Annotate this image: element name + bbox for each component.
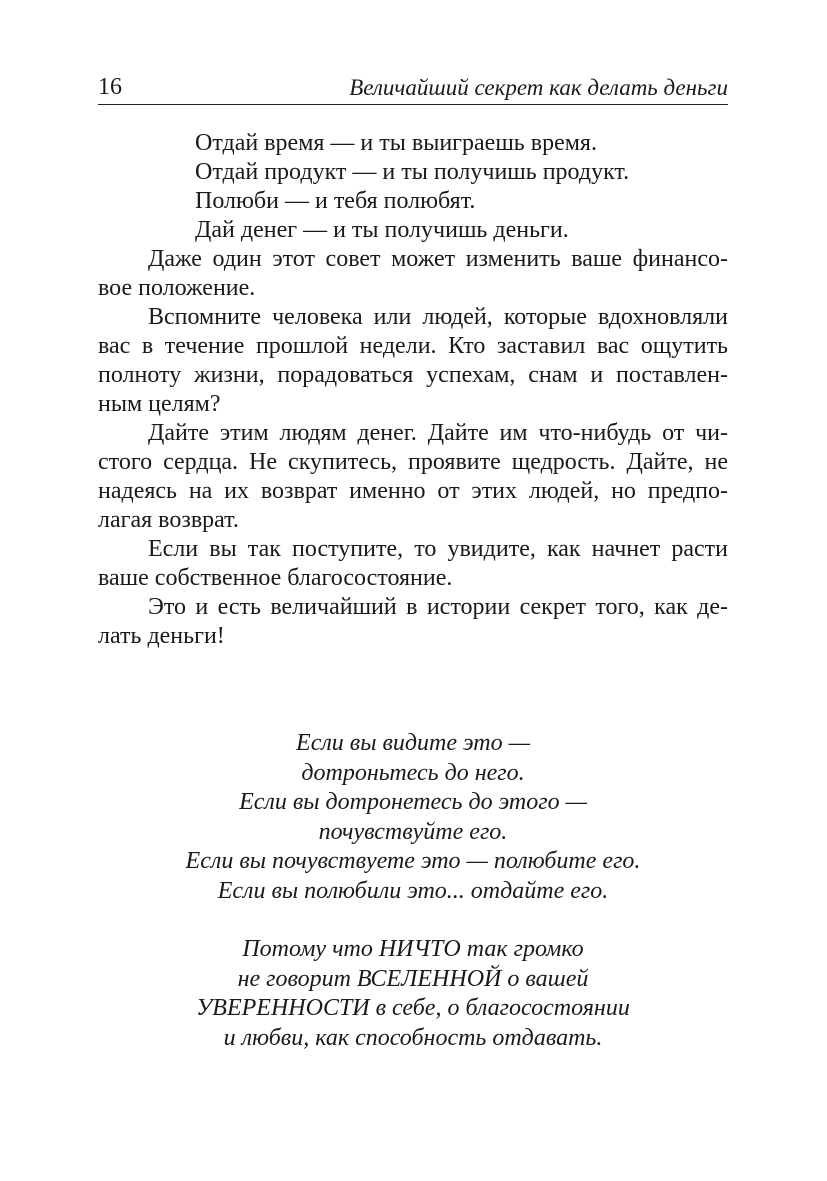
quote-line: Если вы почувствуете это — полюбите его. (185, 848, 641, 874)
paragraph-finance (98, 245, 728, 303)
text-line: вас в течение прошлой недели. Кто заставил вас ощутить (98, 333, 728, 359)
text-line: Если вы так поступите, то увидите, как начнет расти (148, 536, 728, 562)
main-text (98, 129, 728, 651)
paragraph-remember (98, 303, 728, 419)
text-line: вое положение. (98, 275, 256, 301)
quote-line: не говорит ВСЕЛЕННОЙ о вашей (237, 965, 589, 992)
quote-line: дотроньтесь до него. (301, 759, 525, 786)
verse-line: Отдай продукт — и ты получишь продукт. (195, 159, 630, 185)
paragraph-secret (98, 593, 728, 651)
text-line: Даже один этот совет может изменить ваше финансо- (148, 246, 728, 272)
verse-line: Отдай время — и ты выиграешь время. (195, 130, 597, 156)
verse-line: Полюби — и тебя полюбят. (195, 188, 476, 214)
paragraph-wealth (98, 535, 728, 593)
quote-line: УВЕРЕННОСТИ в себе, о благосостоянии (196, 995, 630, 1021)
text-line: полноту жизни, порадоваться успехам, снам и поставлен- (98, 362, 728, 388)
text-line: стого сердца. Не скупитесь, проявите щедрость. Дайте, не (98, 449, 728, 475)
quote-universe (98, 935, 728, 1053)
quote-line: Если вы видите это — (296, 730, 530, 756)
text-line: лагая возврат. (98, 507, 239, 533)
text-line: ным целям? (98, 391, 221, 417)
text-line: Это и есть величайший в истории секрет того, как де- (148, 594, 728, 620)
quote-line: и любви, как способность отдавать. (223, 1024, 603, 1051)
paragraph-give (98, 419, 728, 535)
text-line: ваше собственное благосостояние. (98, 565, 453, 591)
quote-touch (98, 729, 728, 906)
page-header (98, 70, 728, 105)
quote-line: Если вы дотронетесь до этого — (239, 789, 587, 815)
quote-line: Если вы полюбили это... отдайте его. (217, 877, 609, 904)
verse-line: Дай денег — и ты получишь деньги. (195, 217, 569, 243)
page-number: 16 (98, 74, 122, 100)
quote-line: Потому что НИЧТО так громко (242, 936, 584, 962)
running-title: Величайший секрет как делать деньги (349, 75, 728, 100)
quote-line: почувствуйте его. (318, 818, 508, 845)
text-line: надеясь на их возврат именно от этих людей, но предпо- (98, 478, 728, 504)
verse-block (98, 129, 728, 245)
text-line: лать деньги! (98, 623, 225, 649)
text-line: Дайте этим людям денег. Дайте им что-нибудь от чи- (148, 420, 728, 446)
text-line: Вспомните человека или людей, которые вдохновляли (148, 304, 728, 330)
